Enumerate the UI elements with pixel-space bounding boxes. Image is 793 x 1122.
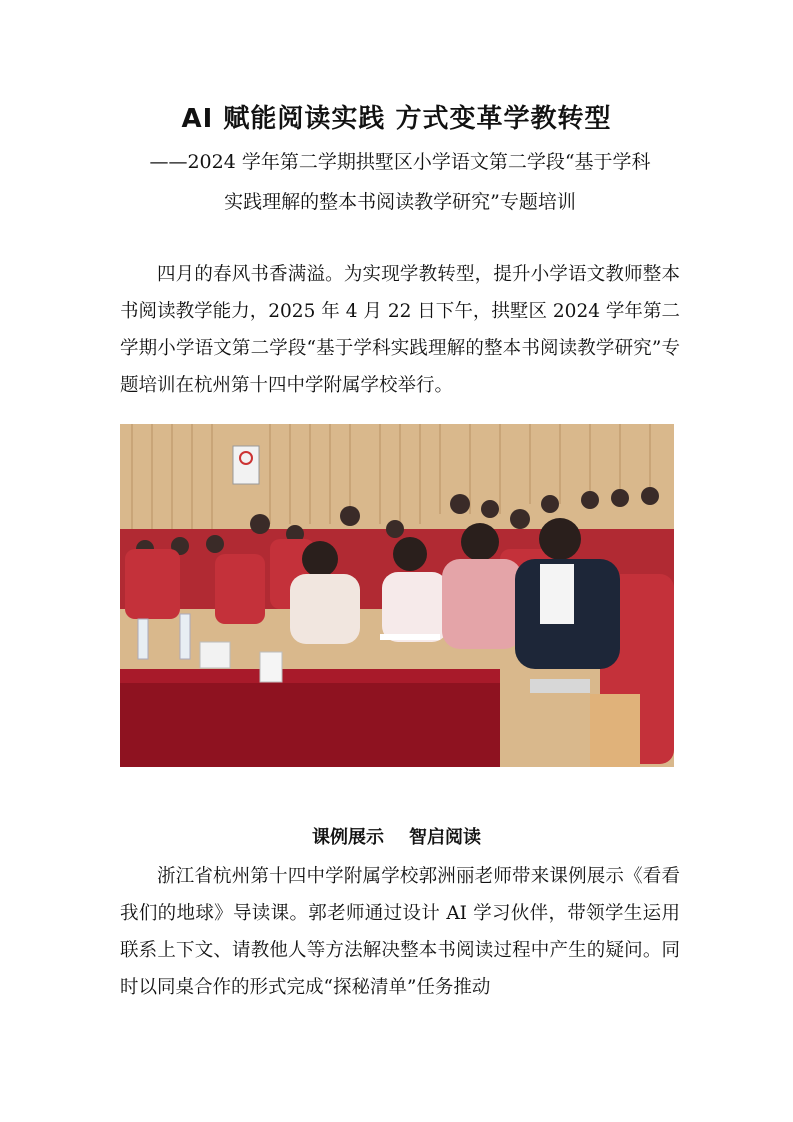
auditorium-photo [120, 424, 674, 767]
tablecloth [120, 679, 500, 767]
article-title: AI 赋能阅读实践 方式变革学教转型 [181, 104, 612, 134]
photo-illustration [120, 424, 674, 767]
section-paragraph: 浙江省杭州第十四中学附属学校郭洲丽老师带来课例展示《看看我们的地球》导读课。郭老师通过设计 AI 学习伙伴，带领学生运用联系上下文、请教他人等方法解决整本书阅读过程中产生的疑问。同时以同桌合作的形式完成“探秘清单”任务推动 [120, 866, 680, 998]
chair-side [590, 694, 640, 767]
chair-arm [530, 679, 590, 693]
section-heading: 课例展示 智启阅读 [311, 827, 482, 848]
intro-paragraph: 四月的春风书香满溢。为实现学教转型，提升小学语文教师整本书阅读教学能力，2025 年 4 月 22 日下午，拱墅区 2024 学年第二学期小学语文第二学段“基于学科实践理解的整本书阅读教学研究”专题培训在杭州第十四中学附属学校举行。 [120, 264, 680, 396]
article-subtitle-line-1: ——2024 学年第二学期拱墅区小学语文第二学段“基于学科 [149, 151, 651, 173]
article-subtitle-line-2: 实践理解的整本书阅读教学研究”专题培训 [224, 191, 576, 213]
